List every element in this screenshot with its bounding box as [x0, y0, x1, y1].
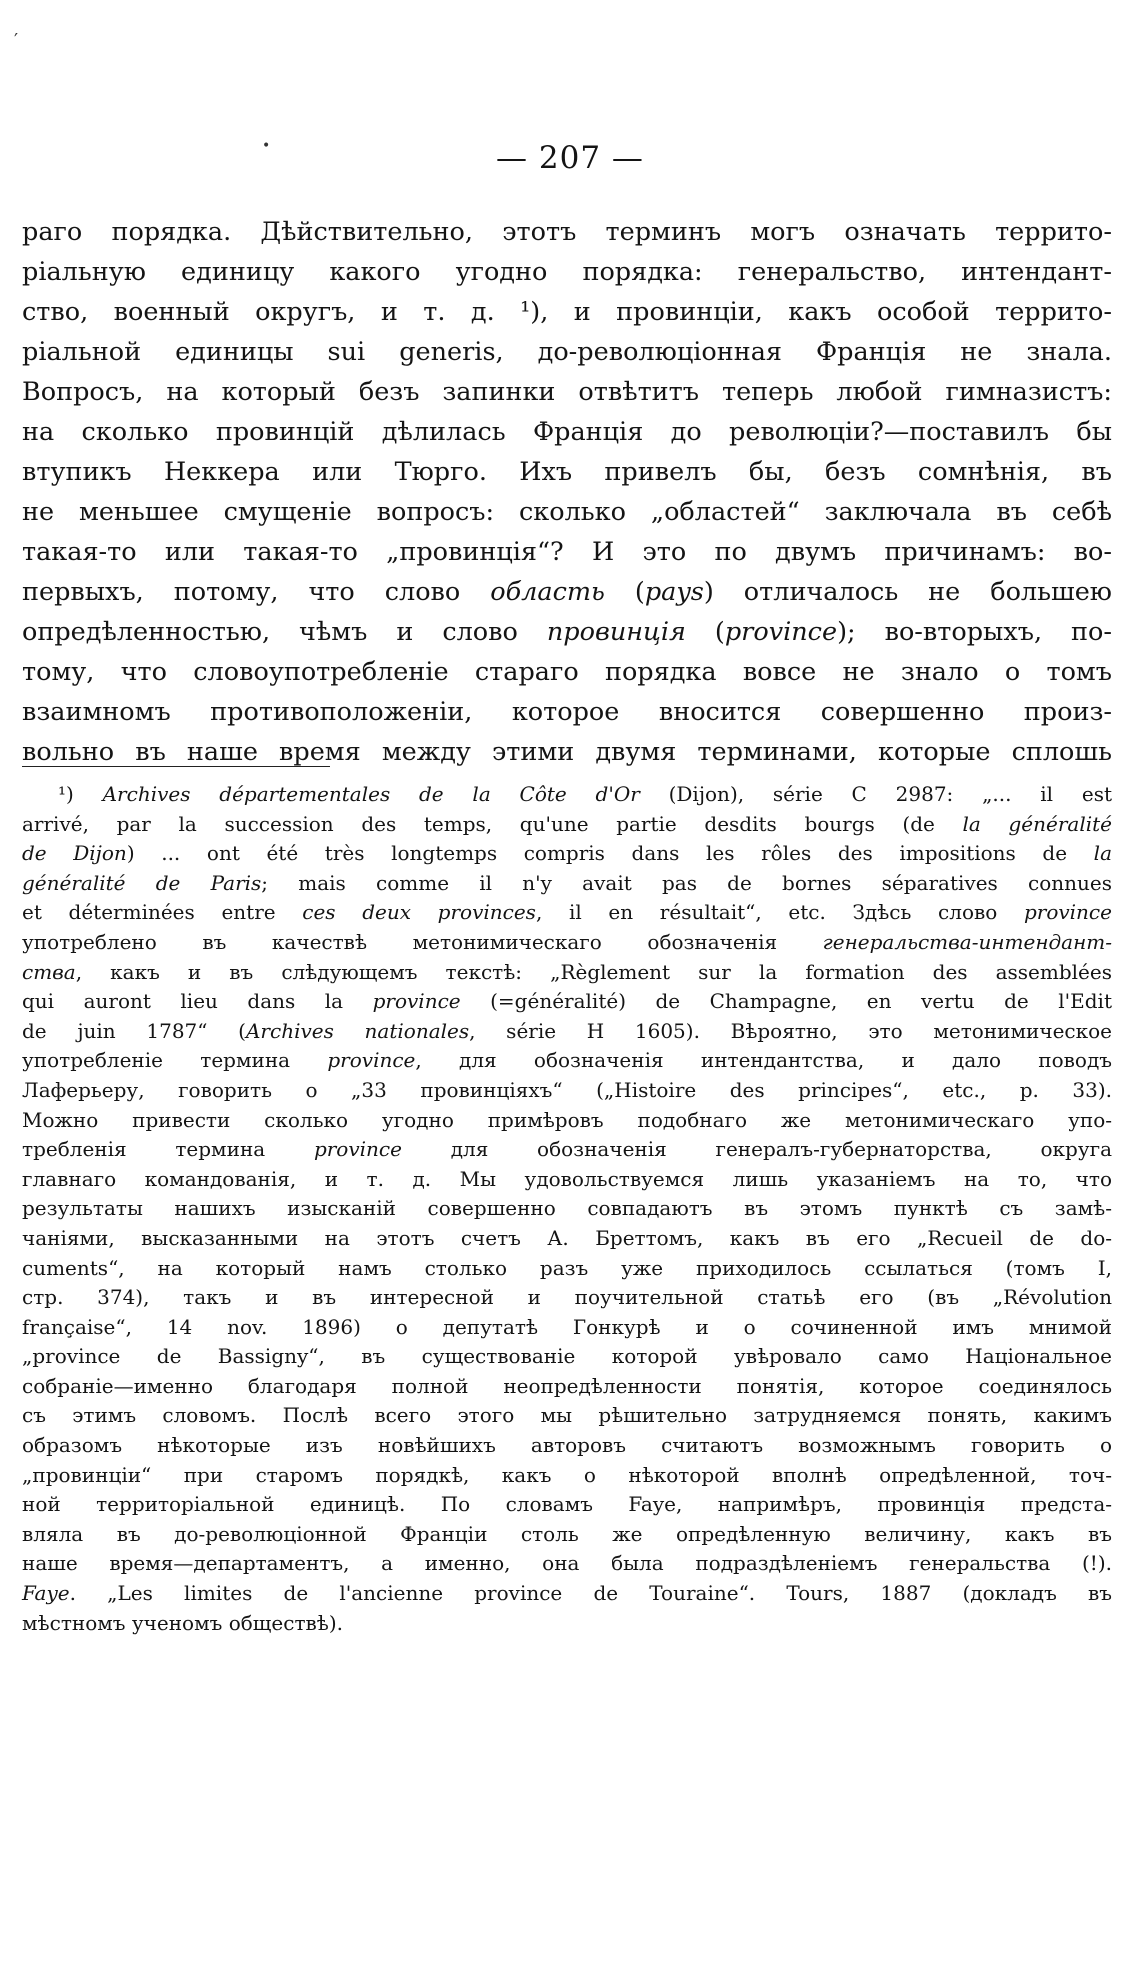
italic-text: province — [313, 1137, 402, 1162]
footnote-line — [22, 1135, 1112, 1165]
text-segment: первыхъ, потому, что слово — [22, 577, 461, 607]
text-segment: „провинціи“ при старомъ порядкѣ, какъ о нѣкоторой вполнѣ опредѣленной, точ- — [22, 1462, 1112, 1487]
text-segment: ( — [685, 617, 725, 647]
text-segment: (=généralité) de Champagne, en vertu de l'Edit — [460, 989, 1112, 1014]
text-segment: собраніе—именно благодаря полной неопредѣленности понятія, которое соединялось — [22, 1373, 1112, 1398]
italic-text: Faye — [22, 1581, 70, 1606]
footnotes — [22, 780, 1112, 1638]
text-line — [22, 612, 1112, 652]
footnote-line — [22, 1254, 1112, 1284]
footnote-line — [22, 1313, 1112, 1343]
text-segment: ) ... ont été très longtemps compris dans les rôles des impositions de — [126, 841, 1094, 866]
text-segment: мѣстномъ ученомъ обществѣ). — [22, 1610, 343, 1635]
text-line: взаимномъ противоположеніи, которое вносится совершенно произ- — [22, 697, 1112, 727]
text-segment: Лаферьеру, говорить о „33 провинціяхъ“ („Histoire des principes“, etc., p. 33). — [22, 1077, 1112, 1102]
italic-text: ces deux provinces — [302, 900, 536, 925]
text-line: ріальной единицы sui generis, до-революціонная Франція не знала. — [22, 337, 1112, 367]
text-line: ство, военный округъ, и т. д. ¹), и провинціи, какъ особой террито- — [22, 297, 1112, 327]
text-segment: , il en résultait“, etc. Здѣсь слово — [535, 900, 1024, 925]
text-segment: Можно привести сколько угодно примѣровъ подобнаго же метонимическаго упо- — [22, 1107, 1112, 1132]
italic-text: Archives départementales de la Côte d'Or — [102, 782, 640, 806]
footnote-line — [22, 1106, 1112, 1136]
text-segment: française“, 14 nov. 1896) о депутатѣ Гонкурѣ и о сочиненной имъ мнимой — [22, 1314, 1112, 1339]
text-segment: главнаго командованія, и т. д. Мы удовольствуемся лишь указаніемъ на то, что — [22, 1166, 1112, 1191]
italic-text: de Dijon — [22, 841, 127, 866]
text-segment: ной территоріальной единицѣ. По словамъ Faye, напримѣръ, провинція предста- — [22, 1492, 1112, 1517]
main-text — [22, 212, 1112, 772]
text-segment: опредѣленностью, чѣмъ и слово — [22, 617, 518, 647]
italic-term: pays — [644, 577, 704, 607]
text-line — [22, 572, 1112, 612]
text-segment: для обозначенія генералъ-губернаторства, округа — [401, 1137, 1113, 1162]
italic-term: province — [724, 617, 838, 647]
italic-term: область — [490, 577, 605, 607]
italic-text: la généralité — [962, 811, 1112, 836]
text-segment: стр. 374), такъ и въ интересной и поучительной статьѣ его (въ „Révolution — [22, 1285, 1112, 1310]
text-segment: ; mais comme il n'y avait pas de bornes séparatives connues — [261, 870, 1113, 895]
footnote-line — [22, 1342, 1112, 1372]
italic-term: провинція — [546, 617, 686, 647]
footnote-line — [22, 1401, 1112, 1431]
page-number: — 207 — — [496, 140, 644, 176]
footnote-line — [22, 1579, 1112, 1609]
text-segment: употреблено въ качествѣ метонимическаго обозначенія — [22, 929, 823, 954]
text-segment: чаніями, высказанными на этотъ счетъ А. Бреттомъ, какъ въ его „Recueil de do- — [22, 1225, 1112, 1250]
footnote-separator — [22, 766, 330, 767]
text-line: на сколько провинцій дѣлилась Франція до революціи?—поставилъ бы — [22, 417, 1112, 447]
footnote-line — [22, 1461, 1112, 1491]
footnote-line — [22, 1549, 1112, 1579]
text-segment: наше время—департаментъ, а именно, она была подраздѣленіемъ генеральства (!). — [22, 1551, 1112, 1576]
italic-text: province — [1023, 900, 1112, 925]
italic-text: province — [327, 1048, 416, 1073]
text-segment: , série H 1605). Вѣроятно, это метонимическое — [469, 1018, 1112, 1043]
text-segment: , для обозначенія интендантства, и дало поводъ — [415, 1048, 1112, 1073]
footnote-line — [22, 1017, 1112, 1047]
text-segment: de juin 1787“ ( — [22, 1018, 246, 1043]
footnote-line — [22, 1046, 1112, 1076]
text-segment: ) отличалось не большею — [703, 577, 1112, 607]
text-segment: „province de Bassigny“, въ существованіе которой увѣровало само Національное — [22, 1344, 1112, 1369]
footnote-line — [22, 1165, 1112, 1195]
text-segment: съ этимъ словомъ. Послѣ всего этого мы рѣшительно затрудняемся понять, какимъ — [22, 1403, 1112, 1428]
text-segment: ( — [604, 577, 645, 607]
text-line: вольно въ наше время между этими двумя терминами, которые сплошь — [22, 737, 1112, 767]
text-segment: arrivé, par la succession des temps, qu'une partie desdits bourgs (de — [22, 811, 963, 836]
text-line: Вопросъ, на который безъ запинки отвѣтитъ теперь любой гимназистъ: — [22, 377, 1112, 407]
text-segment: требленія термина — [22, 1137, 314, 1162]
italic-text: province — [372, 989, 461, 1014]
italic-text: ства — [22, 959, 76, 984]
text-line: тому, что словоупотребленіе стараго порядка вовсе не знало о томъ — [22, 657, 1112, 687]
footnote-line — [22, 987, 1112, 1017]
text-segment: результаты нашихъ изысканій совершенно совпадаютъ въ этомъ пунктѣ съ замѣ- — [22, 1196, 1112, 1221]
italic-text: généralité de Paris — [22, 870, 262, 895]
footnote-line — [22, 1520, 1112, 1550]
footnote-line — [22, 1194, 1112, 1224]
text-segment: cuments“, на который намъ столько разъ уже приходилось ссылаться (томъ I, — [22, 1255, 1112, 1280]
footnote-line — [22, 780, 1112, 810]
text-line: такая-то или такая-то „провинція“? И это по двумъ причинамъ: во- — [22, 537, 1112, 567]
text-segment: et déterminées entre — [22, 900, 303, 925]
text-segment: , какъ и въ слѣдующемъ текстѣ: „Règlement sur la formation des assemblées — [75, 959, 1112, 984]
text-line: ріальную единицу какого угодно порядка: генеральство, интендант- — [22, 257, 1112, 287]
footnote-marker: ¹) — [58, 782, 103, 806]
italic-text: Archives nationales — [245, 1018, 470, 1043]
footnote-line — [22, 1609, 1112, 1639]
footnote-line — [22, 1431, 1112, 1461]
margin-mark: ′ — [14, 30, 19, 51]
footnote-line — [22, 1490, 1112, 1520]
italic-text: la — [1093, 841, 1112, 866]
stray-dot: • — [262, 138, 271, 154]
text-segment: (Dijon), série C 2987: „... il est — [639, 782, 1112, 806]
text-segment: употребленіе термина — [22, 1048, 328, 1073]
text-line: раго порядка. Дѣйствительно, этотъ терминъ могъ означать террито- — [22, 217, 1112, 247]
footnote-line — [22, 1283, 1112, 1313]
footnote-line — [22, 810, 1112, 840]
footnote-line — [22, 869, 1112, 899]
italic-text: генеральства-интендант- — [822, 929, 1112, 954]
footnote-line — [22, 1224, 1112, 1254]
footnote-line — [22, 1372, 1112, 1402]
text-segment: . „Les limites de l'ancienne province de Touraine“. Tours, 1887 (докладъ въ — [69, 1581, 1112, 1606]
text-line: втупикъ Неккера или Тюрго. Ихъ привелъ бы, безъ сомнѣнія, въ — [22, 457, 1112, 487]
text-line: не меньшее смущеніе вопросъ: сколько „областей“ заключала въ себѣ — [22, 497, 1112, 527]
text-segment: образомъ нѣкоторые изъ новѣйшихъ авторовъ считаютъ возможнымъ говорить о — [22, 1433, 1112, 1458]
footnote-line — [22, 928, 1112, 958]
footnote-line — [22, 898, 1112, 928]
text-segment: вляла въ до-революціонной Франціи столь же опредѣленную величину, какъ въ — [22, 1521, 1112, 1546]
footnote-line — [22, 839, 1112, 869]
text-segment: ); во-вторыхъ, по- — [837, 617, 1113, 647]
footnote-line — [22, 1076, 1112, 1106]
footnote-line — [22, 958, 1112, 988]
text-segment: qui auront lieu dans la — [22, 989, 373, 1014]
